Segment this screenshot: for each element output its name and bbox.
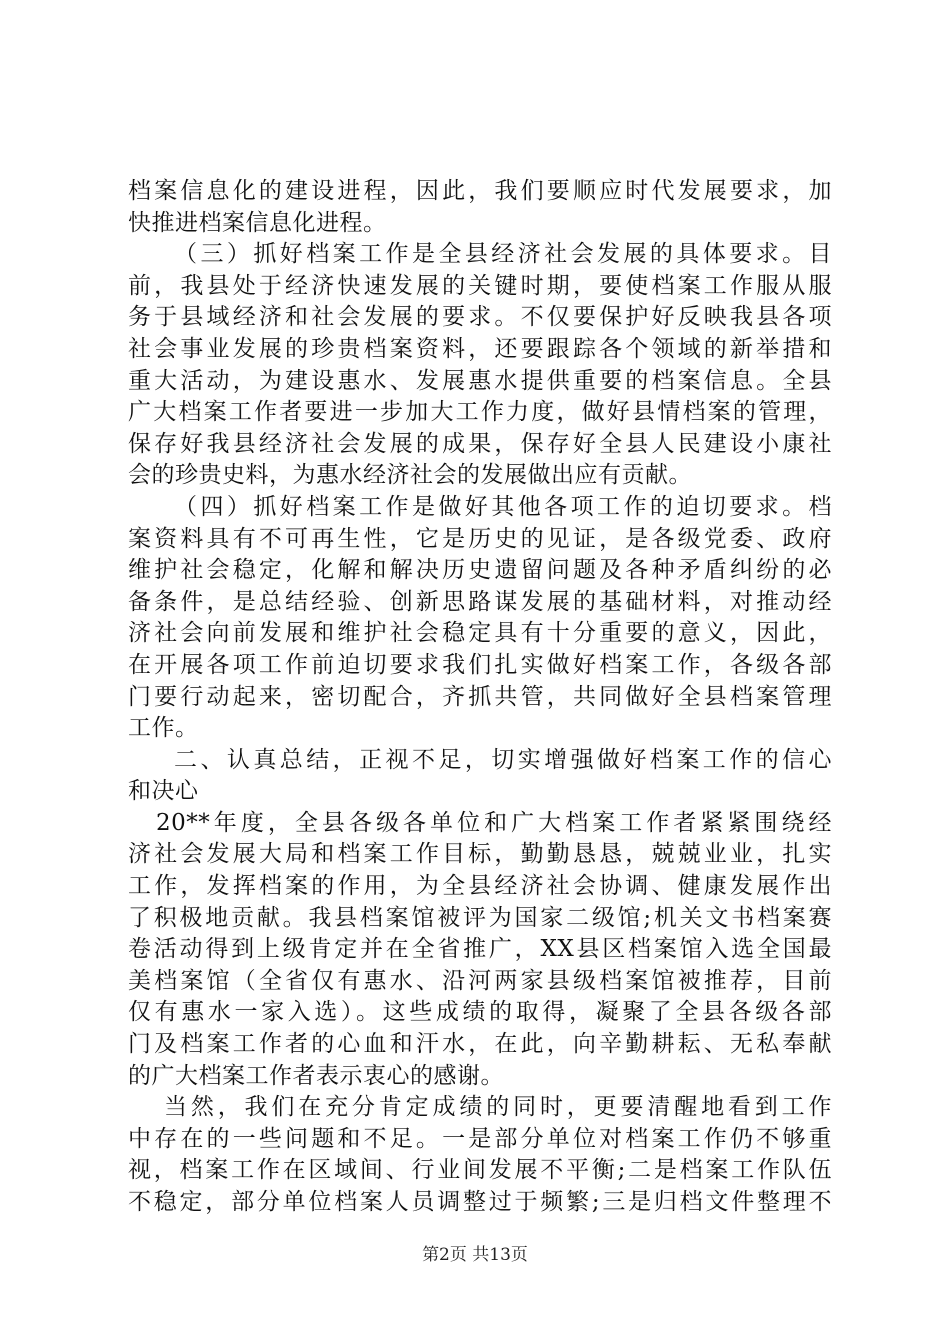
text-line: 保存好我县经济社会发展的成果，保存好全县人民建设小康社 — [128, 430, 832, 457]
document-body — [128, 176, 832, 1219]
text-line: 档案信息化的建设进程，因此，我们要顺应时代发展要求，加 — [128, 178, 832, 204]
text-line: 快推进档案信息化进程。 — [128, 209, 387, 236]
text-line: 工作。 — [128, 715, 199, 742]
page-footer: 第2页 共13页 — [422, 1245, 528, 1265]
text-line: （四）抓好档案工作是做好其他各项工作的迫切要求。档 — [174, 493, 832, 520]
text-line: 在开展各项工作前迫切要求我们扎实做好档案工作，各级各部 — [128, 651, 832, 678]
text-line: 当然，我们在充分肯定成绩的同时，更要清醒地看到工作 — [164, 1094, 832, 1121]
text-line: 门要行动起来，密切配合，齐抓共管，共同做好全县档案管理 — [128, 683, 832, 710]
text-line: 的广大档案工作者表示衷心的感谢。 — [128, 1062, 504, 1089]
text-line: 济社会发展大局和档案工作目标，勤勤恳恳，兢兢业业，扎实 — [128, 841, 832, 868]
text-line: 备条件，是总结经验、创新思路谋发展的基础材料，对推动经 — [128, 588, 832, 615]
section-heading: 和决心 — [128, 778, 199, 805]
text-line: 济社会向前发展和维护社会稳定具有十分重要的意义，因此， — [128, 620, 832, 647]
text-line: 前，我县处于经济快速发展的关键时期，要使档案工作服从服 — [128, 272, 832, 299]
text-line: （三）抓好档案工作是全县经济社会发展的具体要求。目 — [174, 241, 832, 268]
text-line: 会的珍贵史料，为惠水经济社会的发展做出应有贡献。 — [128, 462, 692, 489]
text-line: 维护社会稳定，化解和解决历史遗留问题及各种矛盾纠纷的必 — [128, 557, 832, 584]
text-line: 务于县域经济和社会发展的要求。不仅要保护好反映我县各项 — [128, 304, 832, 331]
text-line: 案资料具有不可再生性，它是历史的见证，是各级党委、政府 — [128, 525, 832, 552]
text-line: 工作，发挥档案的作用，为全县经济社会协调、健康发展作出 — [128, 873, 832, 900]
text-line: 中存在的一些问题和不足。一是部分单位对档案工作仍不够重 — [128, 1125, 832, 1152]
text-line: 广大档案工作者要进一步加大工作力度，做好县情档案的管理， — [128, 399, 832, 426]
text-line: 美档案馆（全省仅有惠水、沿河两家县级档案馆被推荐，目前 — [128, 967, 832, 994]
text-line: 仅有惠水一家入选）。这些成绩的取得，凝聚了全县各级各部 — [128, 999, 832, 1026]
text-line: 20**年度，全县各级各单位和广大档案工作者紧紧围绕经 — [156, 809, 832, 836]
text-line: 重大活动，为建设惠水、发展惠水提供重要的档案信息。全县 — [128, 367, 832, 394]
text-line: 门及档案工作者的心血和汗水，在此，向辛勤耕耘、无私奉献 — [128, 1031, 832, 1058]
text-line: 社会事业发展的珍贵档案资料，还要跟踪各个领域的新举措和 — [128, 335, 832, 362]
text-line: 卷活动得到上级肯定并在全省推广，XX县区档案馆入选全国最 — [128, 936, 832, 963]
text-line: 了积极地贡献。我县档案馆被评为国家二级馆;机关文书档案赛 — [128, 904, 832, 931]
text-line: 视，档案工作在区域间、行业间发展不平衡;二是档案工作队伍 — [128, 1157, 832, 1184]
text-line: 不稳定，部分单位档案人员调整过于频繁;三是归档文件整理不 — [128, 1189, 832, 1215]
section-heading: 二、认真总结，正视不足，切实增强做好档案工作的信心 — [174, 746, 832, 773]
